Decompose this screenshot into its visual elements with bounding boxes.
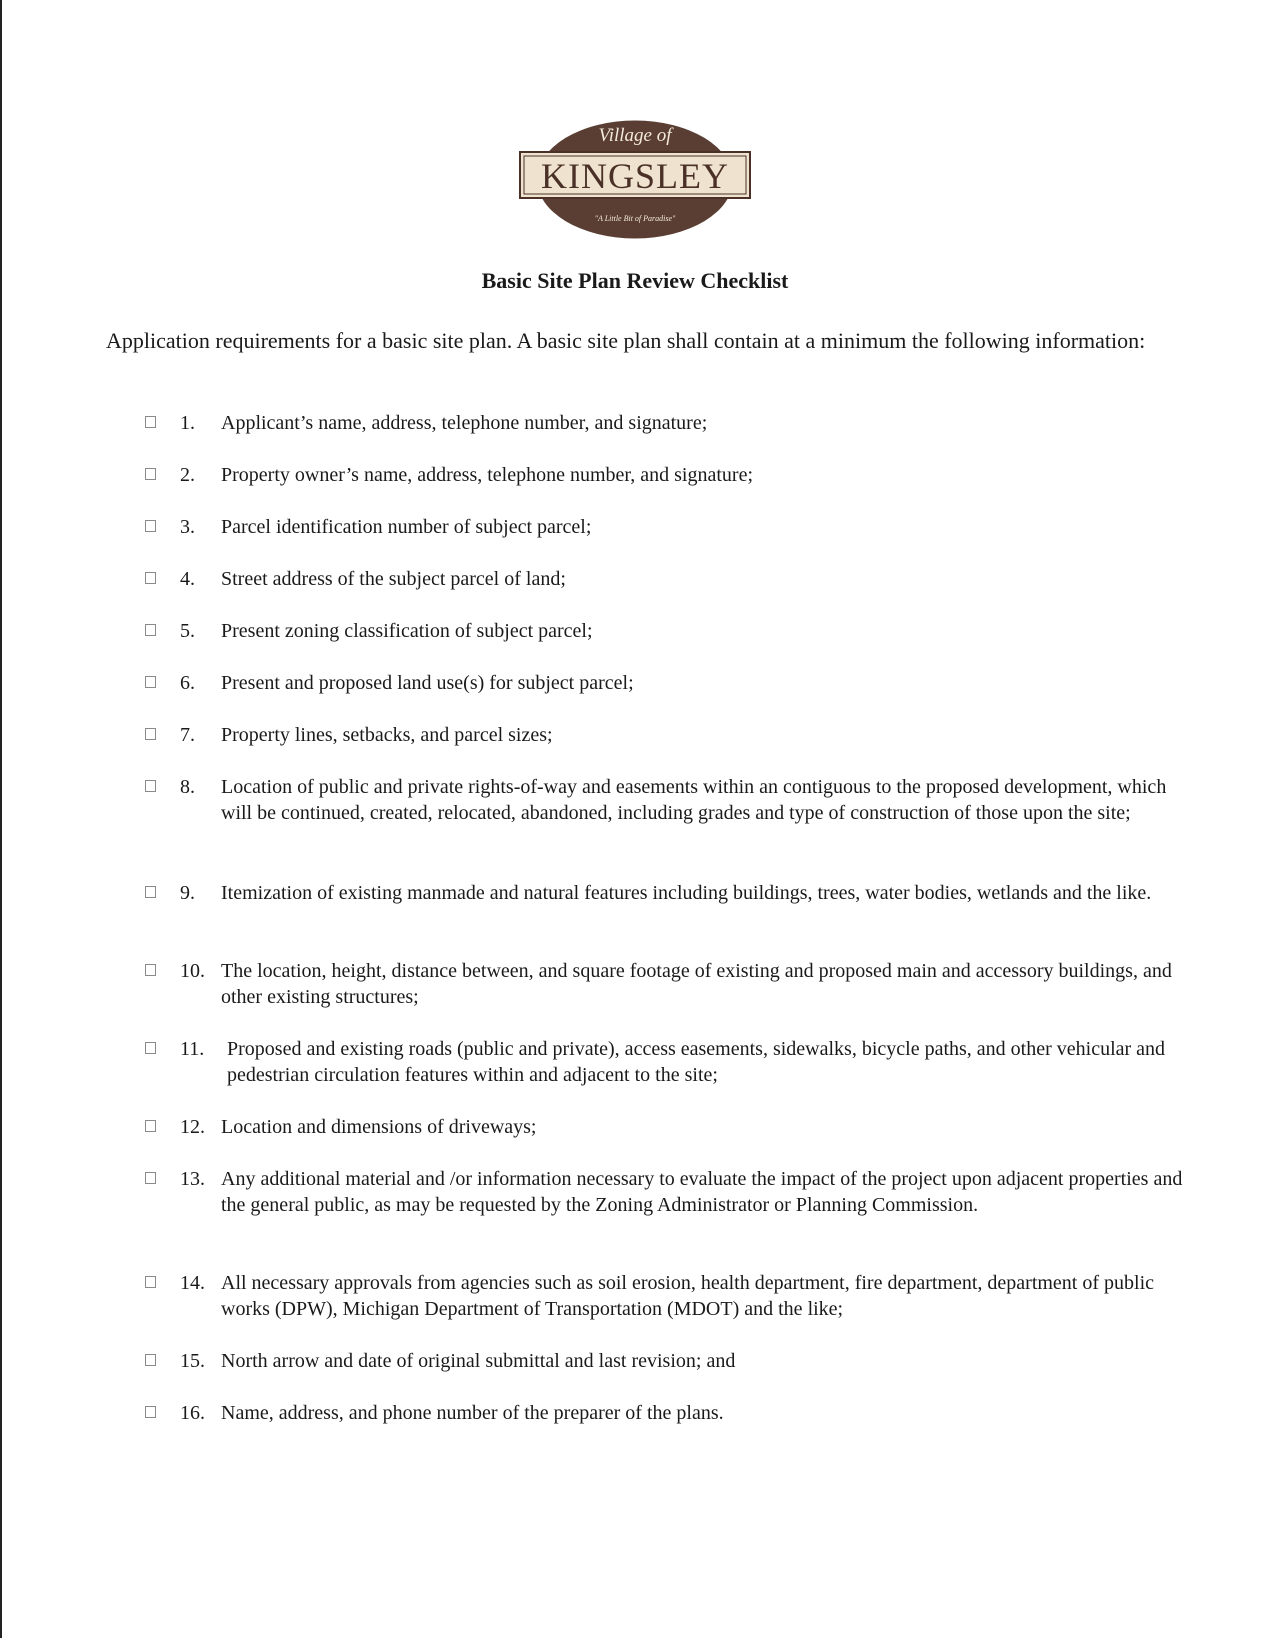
item-text: North arrow and date of original submittal and last revision; and bbox=[221, 1350, 736, 1372]
item-number: 2. bbox=[180, 464, 195, 486]
item-text: Location and dimensions of driveways; bbox=[221, 1116, 537, 1138]
checkbox[interactable] bbox=[145, 780, 156, 792]
item-text: Parcel identification number of subject parcel; bbox=[221, 516, 592, 538]
item-number: 16. bbox=[180, 1402, 205, 1424]
checkbox[interactable] bbox=[145, 624, 156, 636]
item-text: Street address of the subject parcel of land; bbox=[221, 568, 566, 590]
checkbox[interactable] bbox=[145, 520, 156, 532]
item-number: 7. bbox=[180, 724, 195, 746]
checkbox[interactable] bbox=[145, 1120, 156, 1132]
checkbox[interactable] bbox=[145, 1354, 156, 1366]
item-number: 5. bbox=[180, 620, 195, 642]
checkbox[interactable] bbox=[145, 886, 156, 898]
village-of-kingsley-logo bbox=[518, 116, 752, 243]
item-number: 10. bbox=[180, 960, 205, 982]
checkbox[interactable] bbox=[145, 1406, 156, 1418]
item-number: 14. bbox=[180, 1272, 205, 1294]
item-text: Property lines, setbacks, and parcel sizes; bbox=[221, 724, 553, 746]
item-text: Any additional material and /or information necessary to evaluate the impact of the project upon adjacent properties and the general public, as may be requested by the Zoning Administrator or Planning Commission. bbox=[221, 1168, 1183, 1216]
item-text: Present and proposed land use(s) for subject parcel; bbox=[221, 672, 634, 694]
item-text: Location of public and private rights-of-way and easements within an contiguous to the proposed development, which will be continued, created, relocated, abandoned, including grades and type of construction of those upon the site; bbox=[221, 776, 1167, 824]
item-number: 11. bbox=[180, 1038, 205, 1060]
checkbox[interactable] bbox=[145, 572, 156, 584]
checkbox[interactable] bbox=[145, 1172, 156, 1184]
logo-village-of: Village of bbox=[598, 125, 672, 146]
item-number: 12. bbox=[180, 1116, 205, 1138]
checkbox[interactable] bbox=[145, 1276, 156, 1288]
checkbox[interactable] bbox=[145, 964, 156, 976]
checkbox[interactable] bbox=[145, 728, 156, 740]
checkbox[interactable] bbox=[145, 676, 156, 688]
item-number: 1. bbox=[180, 412, 195, 434]
item-text: Property owner’s name, address, telephone number, and signature; bbox=[221, 464, 754, 486]
item-number: 3. bbox=[180, 516, 195, 538]
item-text: Applicant’s name, address, telephone number, and signature; bbox=[221, 412, 708, 434]
item-text: Itemization of existing manmade and natural features including buildings, trees, water bodies, wetlands and the like. bbox=[221, 882, 1152, 904]
item-number: 13. bbox=[180, 1168, 205, 1190]
item-number: 6. bbox=[180, 672, 195, 694]
item-text: Name, address, and phone number of the preparer of the plans. bbox=[221, 1402, 724, 1424]
item-number: 9. bbox=[180, 882, 195, 904]
intro-paragraph: Application requirements for a basic site plan. A basic site plan shall contain at a minimum the following information: bbox=[106, 328, 1146, 353]
logo-kingsley: KINGSLEY bbox=[541, 156, 729, 196]
item-text: The location, height, distance between, and square footage of existing and proposed main and accessory buildings, and other existing structures; bbox=[221, 960, 1172, 1008]
item-text: Present zoning classification of subject parcel; bbox=[221, 620, 593, 642]
item-number: 4. bbox=[180, 568, 195, 590]
checkbox[interactable] bbox=[145, 468, 156, 480]
item-number: 15. bbox=[180, 1350, 205, 1372]
checkbox[interactable] bbox=[145, 1042, 156, 1054]
logo-tagline: "A Little Bit of Paradise" bbox=[594, 214, 676, 223]
item-number: 8. bbox=[180, 776, 195, 798]
document-title: Basic Site Plan Review Checklist bbox=[481, 268, 789, 293]
item-text: All necessary approvals from agencies such as soil erosion, health department, fire department, department of public works (DPW), Michigan Department of Transportation (MDOT) and the like; bbox=[221, 1272, 1155, 1320]
item-text: Proposed and existing roads (public and private), access easements, sidewalks, bicycle paths, and other vehicular and pedestrian circulation features within and adjacent to the site; bbox=[227, 1038, 1166, 1086]
checkbox[interactable] bbox=[145, 416, 156, 428]
